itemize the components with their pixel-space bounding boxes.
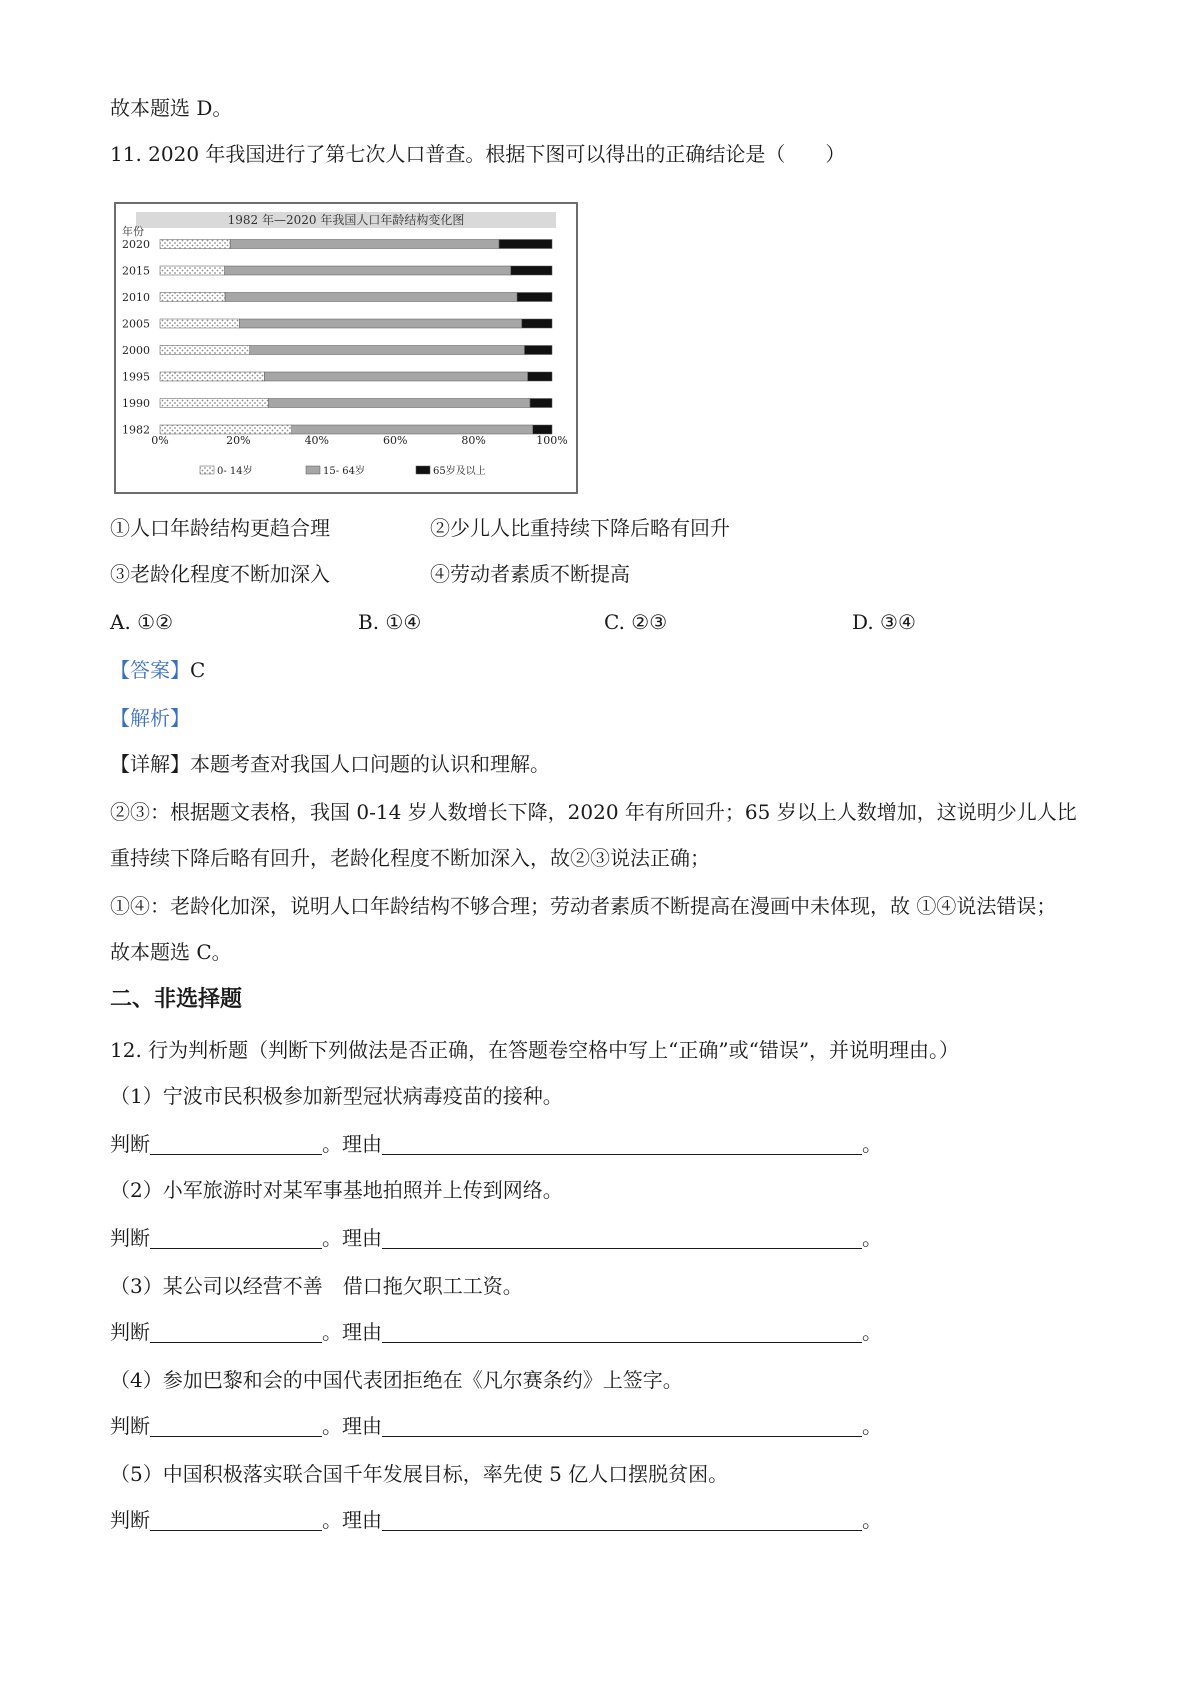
analysis-tag: 【解析】 — [110, 706, 190, 730]
option-b: B. ①④ — [358, 610, 422, 634]
statement-2: ②少儿人比重持续下降后略有回升 — [430, 516, 730, 540]
analysis-paragraph-1: ②③：根据题文表格，我国 0-14 岁人数增长下降，2020 年有所回升；65 岁以上人数增加，这说明少儿人比 — [110, 800, 1077, 824]
judge-label: 判断 — [110, 1414, 150, 1438]
item-1: （1）宁波市民积极参加新型冠状病毒疫苗的接种。 — [110, 1084, 563, 1108]
item-5: （5）中国积极落实联合国千年发展目标，率先使 5 亿人口摆脱贫困。 — [110, 1462, 729, 1486]
legend-swatch — [200, 466, 214, 474]
bar-segment — [264, 372, 527, 381]
bar-segment — [517, 293, 552, 302]
chart-svg — [116, 204, 576, 492]
judge-blank-3[interactable] — [150, 1322, 322, 1343]
category-label: 1982 — [122, 423, 150, 437]
bar-segment — [160, 346, 250, 355]
end-mark: 。 — [862, 1320, 882, 1344]
bar-segment — [511, 266, 552, 275]
chart-title: 1982 年—2020 年我国人口年龄结构变化图 — [136, 212, 556, 228]
bar-segment — [533, 425, 552, 434]
analysis-paragraph-3: ①④：老龄化加深，说明人口年龄结构不够合理；劳动者素质不断提高在漫画中未体现，故 ①④说法错误； — [110, 894, 1057, 918]
end-mark: 。 — [862, 1226, 882, 1250]
option-c: C. ②③ — [604, 610, 668, 634]
category-label: 2000 — [122, 344, 150, 357]
legend-label: 65岁及以上 — [433, 466, 486, 477]
bar-segment — [292, 425, 533, 434]
analysis-paragraph-2: 重持续下降后略有回升，老龄化程度不断加深入，故②③说法正确； — [110, 846, 710, 870]
answer-row-4 — [110, 1412, 882, 1440]
reason-label: 。理由 — [322, 1508, 382, 1532]
end-mark: 。 — [862, 1132, 882, 1156]
answer-row-5 — [110, 1506, 882, 1534]
x-tick-label: 60% — [382, 434, 408, 447]
detail-line: 【详解】本题考查对我国人口问题的认识和理解。 — [110, 752, 550, 776]
y-axis-label: 年份 — [122, 225, 144, 238]
reason-label: 。理由 — [322, 1414, 382, 1438]
bar-segment — [269, 399, 530, 408]
judge-blank-2[interactable] — [150, 1228, 322, 1249]
answer-row-3 — [110, 1318, 882, 1346]
reason-label: 。理由 — [322, 1226, 382, 1250]
bar-segment — [522, 319, 552, 328]
legend-swatch — [306, 466, 320, 474]
bar-segment — [225, 266, 511, 275]
judge-blank-4[interactable] — [150, 1416, 322, 1437]
answer-row-1 — [110, 1130, 882, 1158]
bar-segment — [225, 293, 517, 302]
bar-segment — [528, 372, 552, 381]
x-tick-label: 100% — [536, 434, 568, 447]
x-tick-label: 80% — [461, 434, 486, 447]
legend-swatch — [416, 466, 430, 474]
category-label: 1990 — [122, 397, 150, 410]
statement-1: ①人口年龄结构更趋合理 — [110, 516, 330, 540]
reason-label: 。理由 — [322, 1132, 382, 1156]
bar-segment — [160, 399, 269, 408]
end-mark: 。 — [862, 1508, 882, 1532]
category-label: 1995 — [122, 370, 150, 384]
judge-blank-1[interactable] — [150, 1134, 322, 1155]
end-mark: 。 — [862, 1414, 882, 1438]
option-a: A. ①② — [110, 610, 174, 634]
bar-segment — [250, 346, 525, 355]
reason-blank-1[interactable] — [382, 1134, 862, 1155]
category-label: 2015 — [122, 264, 150, 278]
category-label: 2010 — [122, 291, 150, 304]
answer-row-2 — [110, 1224, 882, 1252]
option-d: D. ③④ — [852, 610, 916, 634]
x-tick-label: 40% — [304, 434, 330, 447]
section-heading: 二、非选择题 — [110, 987, 243, 1012]
bar-segment — [530, 399, 552, 408]
reason-blank-5[interactable] — [382, 1510, 862, 1531]
bar-segment — [160, 266, 225, 275]
bar-segment — [160, 425, 292, 434]
question-11: 11. 2020 年我国进行了第七次人口普查。根据下图可以得出的正确结论是（ ） — [110, 142, 846, 166]
bar-segment — [230, 240, 499, 249]
reason-blank-2[interactable] — [382, 1228, 862, 1249]
bar-segment — [160, 319, 240, 328]
question-12: 12. 行为判析题（判断下列做法是否正确，在答题卷空格中写上“正确”或“错误”，并说明理由。） — [110, 1038, 960, 1062]
bar-segment — [499, 240, 552, 249]
reason-label: 。理由 — [322, 1320, 382, 1344]
judge-label: 判断 — [110, 1320, 150, 1344]
judge-label: 判断 — [110, 1508, 150, 1532]
judge-blank-5[interactable] — [150, 1510, 322, 1531]
category-label: 2005 — [122, 317, 150, 331]
item-4: （4）参加巴黎和会的中国代表团拒绝在《凡尔赛条约》上签字。 — [110, 1368, 683, 1392]
answer-tag: 【答案】 — [110, 658, 190, 682]
x-tick-label: 0% — [151, 434, 169, 447]
reason-blank-4[interactable] — [382, 1416, 862, 1437]
bar-segment — [240, 319, 522, 328]
judge-label: 判断 — [110, 1226, 150, 1250]
population-age-chart — [114, 202, 578, 494]
bar-segment — [160, 293, 225, 302]
bar-segment — [160, 240, 230, 249]
reason-blank-3[interactable] — [382, 1322, 862, 1343]
judge-label: 判断 — [110, 1132, 150, 1156]
text-line: 故本题选 D。 — [110, 96, 233, 120]
bar-segment — [160, 372, 264, 381]
answer-line — [110, 656, 205, 684]
x-tick-label: 20% — [226, 434, 251, 447]
category-label: 2020 — [122, 238, 150, 251]
statement-4: ④劳动者素质不断提高 — [430, 562, 630, 586]
legend-label: 15- 64岁 — [323, 466, 366, 477]
legend-label: 0- 14岁 — [217, 466, 253, 477]
answer-value: C — [190, 658, 206, 682]
statement-3: ③老龄化程度不断加深入 — [110, 562, 330, 586]
item-3: （3）某公司以经营不善 借口拖欠职工工资。 — [110, 1274, 523, 1298]
item-2: （2）小军旅游时对某军事基地拍照并上传到网络。 — [110, 1178, 563, 1202]
bar-segment — [525, 346, 552, 355]
analysis-conclusion: 故本题选 C。 — [110, 940, 232, 964]
